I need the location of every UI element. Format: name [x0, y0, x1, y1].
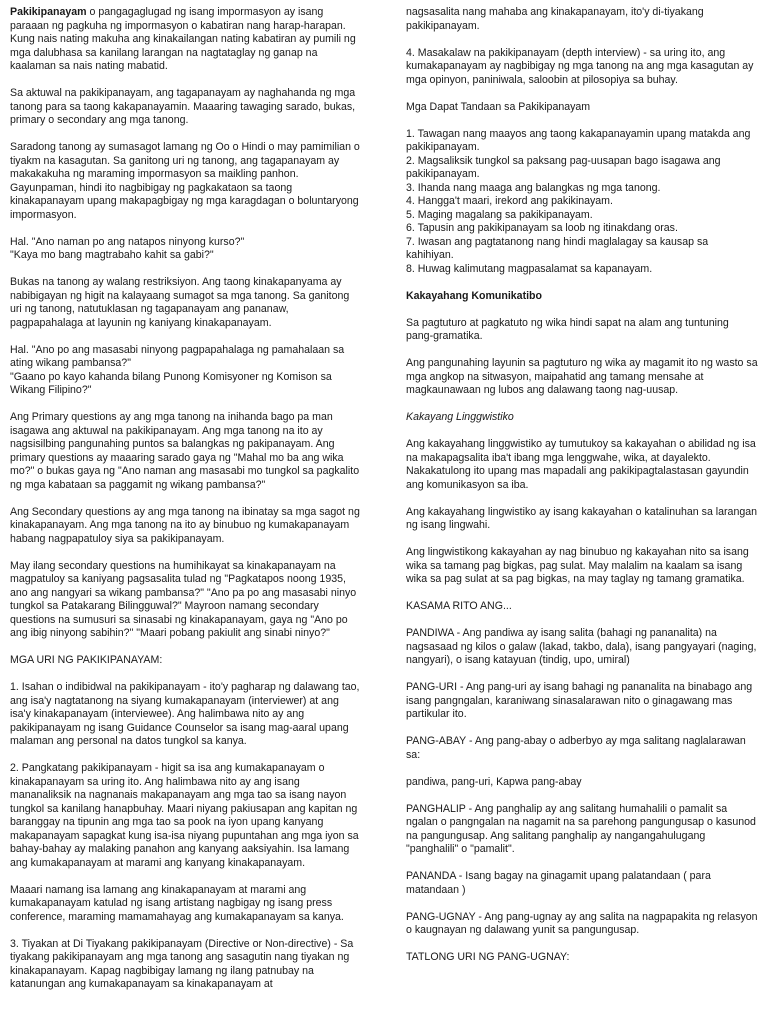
paragraph: Sa aktuwal na pakikipanayam, ang tagapanayam ay naghahanda ng mga tanong para sa taong kakapanayamin. Maaaring tawaging sarado, bukas, primary o secondary ang mga tanong.: [10, 87, 356, 126]
paragraph: Ang lingwistikong kakayahan ay nag binubuo ng kakayahan nito sa isang wika sa tamang pag bigkas, pag sulat. May malalim na kaalam sa isang wika sa pag sulat at sa pag bigkas, na may taglay ng tamang gramatika.: [406, 546, 749, 585]
intro-term: Pakikipanayam: [10, 6, 87, 18]
section-heading: Mga Dapat Tandaan sa Pakikipanayam: [406, 100, 591, 113]
list-item: 3. Tiyakan at Di Tiyakang pakikipanayam (Directive or Non-directive) - Sa tiyakang pakikipanayam ang mga tanong ang sasagutin nang tiyakan ng kinakapanayam. Kapag nagbibigay lamang ng ilang patnubay na katanungan ang kumakapanayam sa kinakapanayam at: [10, 937, 354, 990]
example-line: Hal. "Ano po ang masasabi ninyong pagpapahalaga ng pamahalaan sa ating wikang pambansa?": [10, 343, 345, 369]
example-paragraph: [10, 344, 362, 398]
tip-item: 6. Tapusin ang pakikipanayam sa loob ng itinakdang oras.: [406, 222, 678, 234]
example-line: Hal. "Ano naman po ang natapos ninyong kurso?": [10, 235, 245, 248]
definition: PANG-URI - Ang pang-uri ay isang bahagi ng pananalita na binabago ang isang pangngalan, karaniwang sinasalarawan nito o ginagawang mas partikular ito.: [406, 681, 753, 720]
example-line: "Gaano po kayo kahanda bilang Punong Komisyoner ng Komison sa Wikang Filipino?": [10, 370, 332, 396]
definition: PANANDA - Isang bagay na ginagamit upang palatandaan ( para matandaan ): [406, 870, 711, 896]
example-line: "Kaya mo bang magtrabaho kahit sa gabi?": [10, 249, 214, 261]
tip-item: 8. Huwag kalimutang magpasalamat sa kapanayam.: [406, 262, 653, 275]
paragraph: Bukas na tanong ay walang restriksiyon. Ang taong kinakapanyama ay nabibigayan ng higit na kalayaang sumagot sa mga tanong. Sa ganitong uri ng tanong, natutuklasan ng tagapanayam ang pananaw, pagpapahalaga at layunin ng kaniyang kinakapanayam.: [10, 276, 350, 329]
paragraph: pandiwa, pang-uri, Kapwa pang-abay: [406, 775, 582, 788]
list-item: 2. Pangkatang pakikipanayam - higit sa isa ang kumakapanayam o kinakapanayam sa uring ito. Ang halimbawa nito ay ang isang mananaliksik na nagnanais makapanayam ang mga tao sa isang nayon tungkol sa kanilang hanapbuhay. Maari niyang pakiusapan ang kapitan ng baranggay na tipunin ang mga tao sa pook na iyon upang kanyang makapanayam sapagkat kung isa-isa niyang pupuntahan ang mga iyon sa bahay-bahay ay malaking panahon ang kanyang aaksiyahin. Isa lamang ang kumakapanayam at marami ang kanyang kinakapanayam.: [10, 762, 359, 869]
paragraph: Saradong tanong ay sumasagot lamang ng Oo o Hindi o may pamimilian o tiyakm na kasagutan. Sa ganitong uri ng tanong, ang tagapanayam ay makakakuha ng maraming impormasyon sa maikling panhon. Gayunpaman, hindi ito nagbibigay ng pagkakataon sa taong kinakapanayam upang makapagbigay ng mga karagdagan o boluntaryong impormasyon.: [10, 141, 360, 221]
tip-item: 7. Iwasan ang pagtatanong nang hindi maglalagay sa kausap sa kahihiyan.: [406, 235, 709, 261]
section-heading: KASAMA RITO ANG...: [406, 600, 512, 612]
paragraph: nagsasalita nang mahaba ang kinakapanayam, ito'y di-tiyakang pakikipanayam.: [406, 6, 704, 32]
example-paragraph: [10, 236, 362, 263]
definition: PANDIWA - Ang pandiwa ay isang salita (bahagi ng pananalita) na nagsasaad ng kilos o galaw (lakad, takbo, dala), isang pangyayari (naging, nangyari), o isang katayuan (tindig, upo, umiral): [406, 627, 757, 666]
definition: PANG-ABAY - Ang pang-abay o adberbyo ay mga salitang naglalarawan sa:: [406, 735, 746, 761]
paragraph: May ilang secondary questions na humihikayat sa kinakapanayam na magpatuloy sa kaniyang pagsasalita tulad ng "Pagkatapos noong 1935, ano ang nangyari sa wikang pambansa?" "Ano pa po ang masasabi ninyo tungkol sa Patakarang Bilingguwal?" Mayroon namang secondary questions na sumusuri sa sinasabi ng kinakapanayam, gaya ng "Ano po ang ibig ninyong sabihin?" "Maari pobang pakiulit ang sinabi ninyo?": [10, 559, 357, 639]
definition: PANGHALIP - Ang panghalip ay ang salitang humahalili o pamalit sa ngalan o pangngalan na nagamit na sa parehong pangungusap o kasunod na pangungusap. Ang salitang panghalip ay nangangahulugang "panghalili" o "pamalit".: [406, 802, 756, 855]
left-column: [10, 6, 362, 1005]
tip-item: 3. Ihanda nang maaga ang balangkas ng mga tanong.: [406, 181, 661, 194]
list-item: 1. Isahan o indibidwal na pakikipanayam - ito'y pagharap ng dalawang tao, ang isa'y nagtatanong na siyang kumakapanayam (interviewer) at ang isa'y kinakapanayam (interviewee). Ang halimbawa nito ay ang pakikipanayam ng isang Guidance Counselor sa isang mag-aaral upang malaman ang personal na datos tungkol sa kanya.: [10, 681, 360, 747]
intro-paragraph: [10, 6, 362, 74]
list-item: 4. Masakalaw na pakikipanayam (depth interview) - sa uring ito, ang kumakapanayam ay nagbibigay ng mga tanong na ang mga kasagutan ay mga opinyon, paniniwala, saloobin at pilosopiya sa buhay.: [406, 46, 754, 86]
paragraph: Ang Secondary questions ay ang mga tanong na ibinatay sa mga sagot ng kinakapanayam. Ang mga tanong na ito ay binubuo ng kumakapanayam habang nagpapatuloy siya sa pakikipanayam.: [10, 505, 360, 545]
definition: PANG-UGNAY - Ang pang-ugnay ay ang salita na nagpapakita ng relasyon o kaugnayan ng dalawang yunit sa pangungusap.: [406, 910, 758, 936]
paragraph: Ang kakayahang lingwistiko ay isang kakayahan o katalinuhan sa larangan ng isang lingwahi.: [406, 505, 758, 531]
section-heading: MGA URI NG PAKIKIPANAYAM:: [10, 654, 163, 666]
tip-item: 2. Magsaliksik tungkol sa paksang pag-uusapan bago isagawa ang pakikipanayam.: [406, 154, 721, 180]
right-column: [406, 6, 758, 978]
paragraph: Ang pangunahing layunin sa pagtuturo ng wika ay magamit ito ng wasto sa mga angkop na sitwasyon, maipahatid ang tamang mensahe at magkaunawaan ng lubos ang dalawang taong nag-uusap.: [406, 357, 758, 396]
paragraph: Ang kakayahang linggwistiko ay tumutukoy sa kakayahan o abilidad ng isa na makapagsalita iba't ibang mga lenggwahe, wika, at dayalekto. Nakakatulong ito upang mas mapadali ang pakikipagtalastasan gayundin ang komunikasyon sa iba.: [406, 438, 756, 491]
section-heading: TATLONG URI NG PANG-UGNAY:: [406, 951, 570, 963]
section-heading: Kakayahang Komunikatibo: [406, 289, 542, 302]
tip-item: 1. Tawagan nang maayos ang taong kakapanayamin upang matakda ang pakikipanayam.: [406, 127, 751, 153]
paragraph: Sa pagtuturo at pagkatuto ng wika hindi sapat na alam ang tuntuning pang-gramatika.: [406, 316, 729, 342]
subsection-heading: Kakayang Linggwistiko: [406, 411, 514, 423]
intro-text: o pangagaglugad ng isang impormasyon ay isang paraaan ng pagkuha ng impormasyon o kabatiran nang harap-harapan. Kung nais nating makuha ang kinakailangan nating kabatiran ay pumili ng mga dalubhasa sa kanilang larangan na nagtataglay ng ganap na kaalaman sa nais nating mabatid.: [10, 6, 356, 72]
paragraph: Ang Primary questions ay ang mga tanong na inihanda bago pa man isagawa ang aktuwal na pakikipanayam. Ang mga tanong na ito ay nagsisilbing pangunahing puntos sa balangkas ng pakipanayam. Ang primary questions ay maaaring sarado gaya ng "Mahal mo ba ang wika mo?" o bukas gaya ng "Ano naman ang masasabi mo tungkol sa pagkalito ng mga kabataan sa paggamit ng wikang pambansa?": [10, 411, 360, 491]
tips-list: [406, 128, 758, 277]
tip-item: 5. Maging magalang sa pakikipanayam.: [406, 208, 593, 221]
paragraph: Maaari namang isa lamang ang kinakapanayam at marami ang kumakapanayam katulad ng isang artistang nagbigay ng isang press conference, maraming mamamahayag ang kumakapanayam sa kanya.: [10, 883, 344, 923]
tip-item: 4. Hangga't maari, irekord ang pakikinayam.: [406, 195, 613, 207]
